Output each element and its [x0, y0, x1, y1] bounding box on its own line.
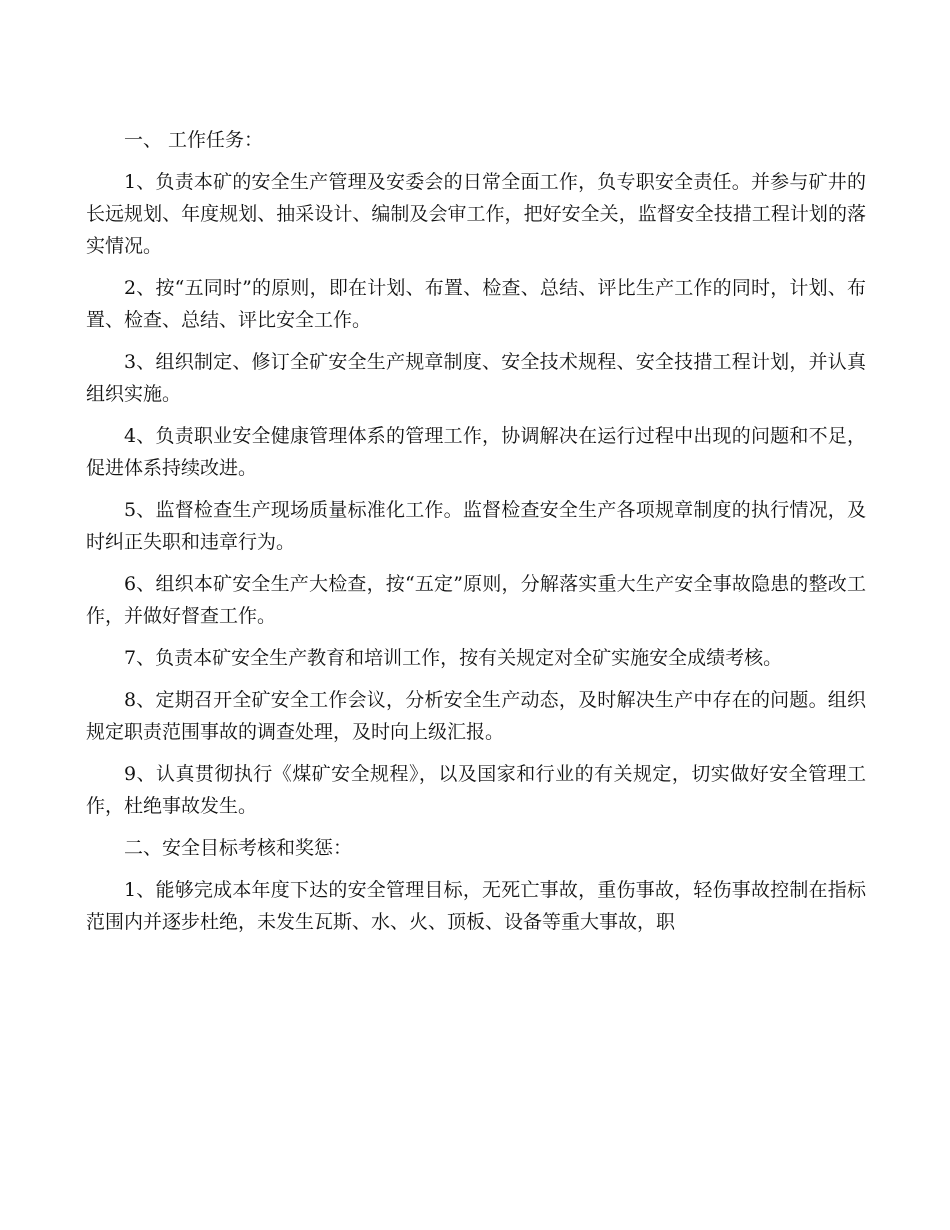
section-heading-work-tasks: 一、 工作任务：	[124, 129, 264, 151]
task-item-9: 9、认真贯彻执行《煤矿安全规程》，以及国家和行业的有关规定，切实做好安全管理工作，杜绝事故发生。	[86, 763, 866, 817]
task-item-2: 2、按“五同时”的原则，即在计划、布置、检查、总结、评比生产工作的同时，计划、布置、检查、总结、评比安全工作。	[86, 277, 866, 331]
section-heading-safety-assessment: 二、安全目标考核和奖惩：	[124, 837, 353, 859]
assessment-item-1: 1、能够完成本年度下达的安全管理目标，无死亡事故，重伤事故，轻伤事故控制在指标范围内并逐步杜绝，未发生瓦斯、水、火、顶板、设备等重大事故，职	[86, 879, 866, 933]
task-item-7: 7、负责本矿安全生产教育和培训工作，按有关规定对全矿实施安全成绩考核。	[124, 647, 783, 669]
document-body	[86, 124, 866, 948]
task-item-5: 5、监督检查生产现场质量标准化工作。监督检查安全生产各项规章制度的执行情况，及时纠正失职和违章行为。	[86, 499, 866, 553]
task-item-3: 3、组织制定、修订全矿安全生产规章制度、安全技术规程、安全技措工程计划，并认真组织实施。	[86, 351, 866, 405]
task-item-6: 6、组织本矿安全生产大检查，按“五定”原则，分解落实重大生产安全事故隐患的整改工作，并做好督查工作。	[86, 573, 866, 627]
task-item-1: 1、负责本矿的安全生产管理及安委会的日常全面工作，负专职安全责任。并参与矿井的长远规划、年度规划、抽采设计、编制及会审工作，把好安全关，监督安全技措工程计划的落实情况。	[86, 171, 866, 257]
task-item-4: 4、负责职业安全健康管理体系的管理工作，协调解决在运行过程中出现的问题和不足，促进体系持续改进。	[86, 425, 866, 479]
task-item-8: 8、定期召开全矿安全工作会议，分析安全生产动态，及时解决生产中存在的问题。组织规定职责范围事故的调查处理，及时向上级汇报。	[86, 689, 866, 743]
